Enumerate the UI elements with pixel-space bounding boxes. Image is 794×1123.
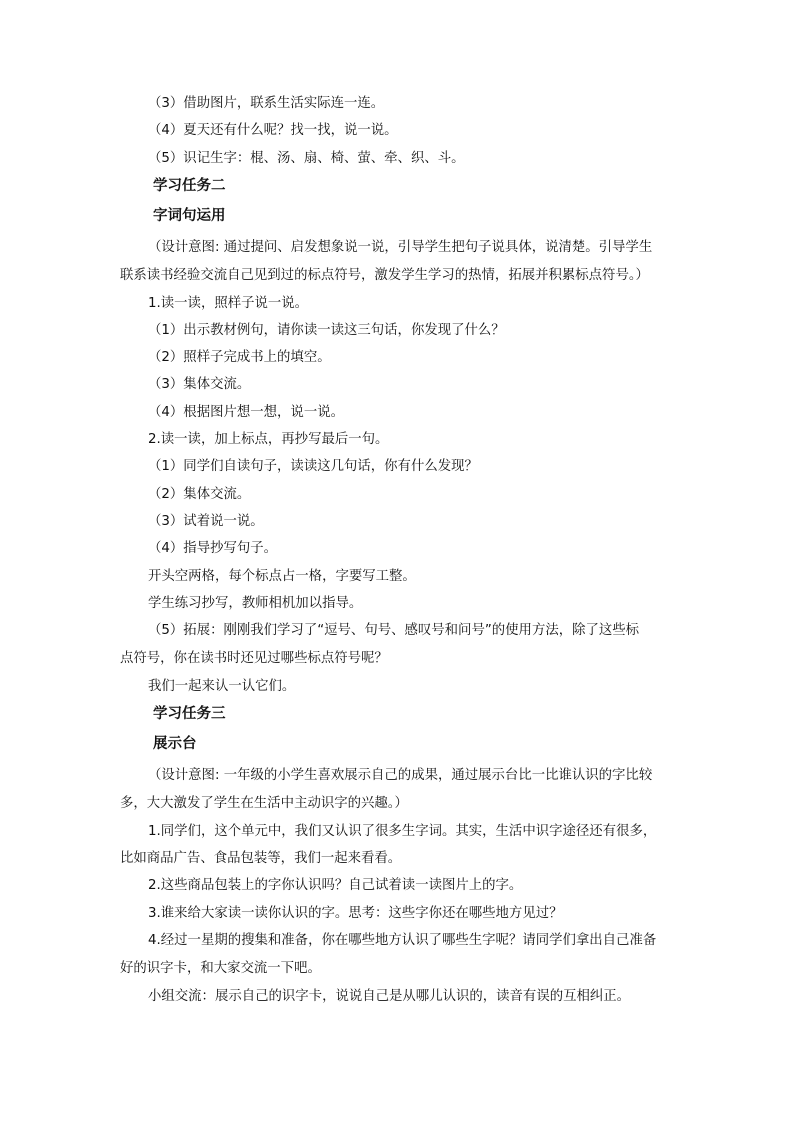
section-heading: 学习任务二 bbox=[153, 178, 226, 194]
text-line: 联系读书经验交流自己见到过的标点符号，激发学生学习的热情，拓展并积累标点符号。） bbox=[120, 268, 649, 283]
text-line: （4）指导抄写句子。 bbox=[148, 541, 278, 556]
section-subheading: 展示台 bbox=[153, 736, 197, 752]
text-line: （2）集体交流。 bbox=[148, 487, 251, 502]
text-line: （2）照样子完成书上的填空。 bbox=[148, 350, 331, 365]
text-line: 我们一起来认一认它们。 bbox=[148, 679, 296, 694]
text-line: （3）试着说一说。 bbox=[148, 514, 264, 529]
text-line: 1.读一读，照样子说一说。 bbox=[148, 296, 309, 311]
text-line: （5）识记生字：棍、汤、扇、椅、萤、牵、织、斗。 bbox=[148, 151, 465, 166]
text-line: （3）集体交流。 bbox=[148, 377, 251, 392]
text-line: 小组交流：展示自己的识字卡，说说自己是从哪儿认识的，读音有误的互相纠正。 bbox=[148, 989, 631, 1004]
text-line: （3）借助图片，联系生活实际连一连。 bbox=[148, 96, 385, 111]
text-line: 比如商品广告、食品包装等，我们一起来看看。 bbox=[120, 851, 402, 866]
text-line: 2.读一读，加上标点，再抄写最后一句。 bbox=[148, 432, 389, 447]
section-subheading: 字词句运用 bbox=[153, 208, 226, 224]
text-line: 2.这些商品包装上的字你认识吗？自己试着读一读图片上的字。 bbox=[148, 878, 523, 893]
text-line: 开头空两格，每个标点占一格，字要写工整。 bbox=[148, 569, 416, 584]
text-line: 3.谁来给大家读一读你认识的字。思考：这些字你还在哪些地方见过？ bbox=[148, 906, 563, 921]
text-line: （1）同学们自读句子，读读这几句话，你有什么发现？ bbox=[148, 459, 478, 474]
text-line: （5）拓展：刚刚我们学习了“逗号、句号、感叹号和问号”的使用方法，除了这些标 bbox=[148, 623, 640, 638]
text-line: 学生练习抄写，教师相机加以指导。 bbox=[148, 596, 363, 611]
text-line: （1）出示教材例句，请你读一读这三句话，你发现了什么？ bbox=[148, 323, 505, 338]
text-line: 点符号，你在读书时还见过哪些标点符号呢？ bbox=[120, 651, 388, 666]
text-line: 好的识字卡，和大家交流一下吧。 bbox=[120, 961, 321, 976]
text-line: 4.经过一星期的搜集和准备，你在哪些地方认识了哪些生字呢？请同学们拿出自己准备 bbox=[148, 933, 657, 948]
text-line: 多，大大激发了学生在生活中主动识字的兴趣。） bbox=[120, 796, 408, 811]
text-line: （4）根据图片想一想，说一说。 bbox=[148, 405, 344, 420]
text-line: （设计意图: 通过提问、启发想象说一说，引导学生把句子说具体，说清楚。引导学生 bbox=[148, 240, 653, 255]
text-line: （设计意图: 一年级的小学生喜欢展示自己的成果，通过展示台比一比谁认识的字比较 bbox=[148, 768, 653, 783]
section-heading: 学习任务三 bbox=[153, 706, 226, 722]
text-line: （4）夏天还有什么呢？找一找，说一说。 bbox=[148, 123, 398, 138]
text-line: 1.同学们，这个单元中，我们又认识了很多生字词。其实，生活中识字途径还有很多， bbox=[148, 824, 657, 839]
